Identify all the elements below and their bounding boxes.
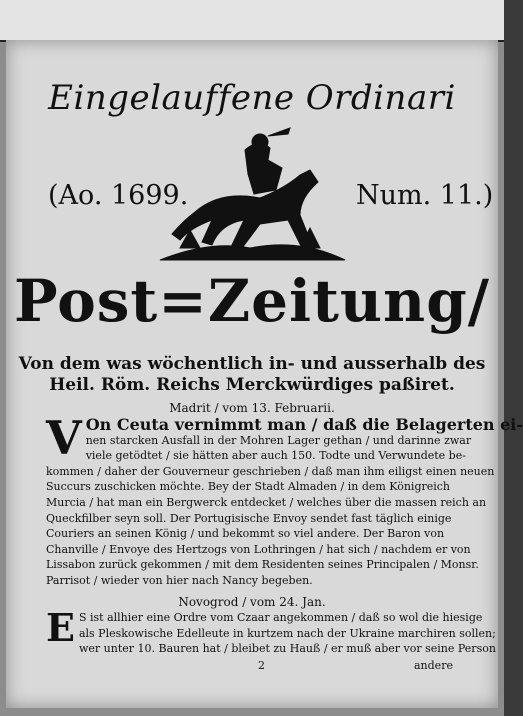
article-line: S ist allhier eine Ordre vom Czaar angekommen / daß so wol die hiesige <box>78 611 483 624</box>
article-line: Murcia / hat man ein Bergwerck entdecket / welches über die massen reich an <box>46 495 487 509</box>
article-dateline: Madrit / vom 13. Februarii. <box>169 401 335 415</box>
article-line: Parrisot / wieder von hier nach Nancy begeben. <box>46 573 313 587</box>
article-body <box>46 605 496 657</box>
article-line: Chanville / Envoye des Hertzogs von Lothringen / hat sich / nachdem er von <box>46 542 471 556</box>
article-body <box>46 411 523 589</box>
page-top-strip <box>0 0 504 42</box>
masthead-subtitle-2: Heil. Röm. Reichs Merckwürdiges paßiret. <box>49 375 455 395</box>
catchword: andere <box>414 659 453 672</box>
article-line: Succurs zuschicken möchte. Bey der Stadt Almaden / in dem Königreich <box>46 480 451 494</box>
article-line: On Ceuta vernimmt man / daß die Belagerten ei- <box>85 415 523 434</box>
article-line: kommen / daher der Gouverneur geschrieben / daß man ihm eiligst einen neuen <box>46 464 495 478</box>
article-line: Couriers an seinen König / und bekommt so viel andere. Der Baron von <box>46 527 445 541</box>
drop-cap: E <box>46 605 75 650</box>
post-rider-woodcut <box>150 120 350 268</box>
masthead-subtitle-1: Von dem was wöchentlich in- und ausserhalb des <box>18 354 486 374</box>
article-dateline: Novogrod / vom 24. Jan. <box>178 595 326 609</box>
article-line: viele getödtet / sie hätten aber auch 150. Todte und Verwundete be- <box>85 449 466 463</box>
article-line: als Pleskowische Edelleute in kurtzem nach der Ukraine marchiren sollen; <box>78 626 496 640</box>
article-line: Queckfilber seyn soll. Der Portugisische Envoy sendet fast täglich einige <box>46 511 452 525</box>
issue-year: (Ao. 1699. <box>48 180 189 211</box>
page-signature: 2 <box>258 659 265 672</box>
drop-cap: V <box>46 411 82 465</box>
masthead-title: Post=Zeitung/ <box>14 267 490 335</box>
article-line: Lissabon zurück gekommen / mit dem Residenten seines Principalen / Monsr. <box>46 558 479 572</box>
article-line: wer unter 10. Bauren hat / bleibet zu Hauß / er muß aber vor seine Person <box>78 642 496 656</box>
newspaper-title: Eingelauffene Ordinari <box>48 78 456 118</box>
article-line: nen starcken Ausfall in der Mohren Lager gethan / und darinne zwar <box>85 433 472 447</box>
issue-number: Num. 11.) <box>356 180 494 211</box>
